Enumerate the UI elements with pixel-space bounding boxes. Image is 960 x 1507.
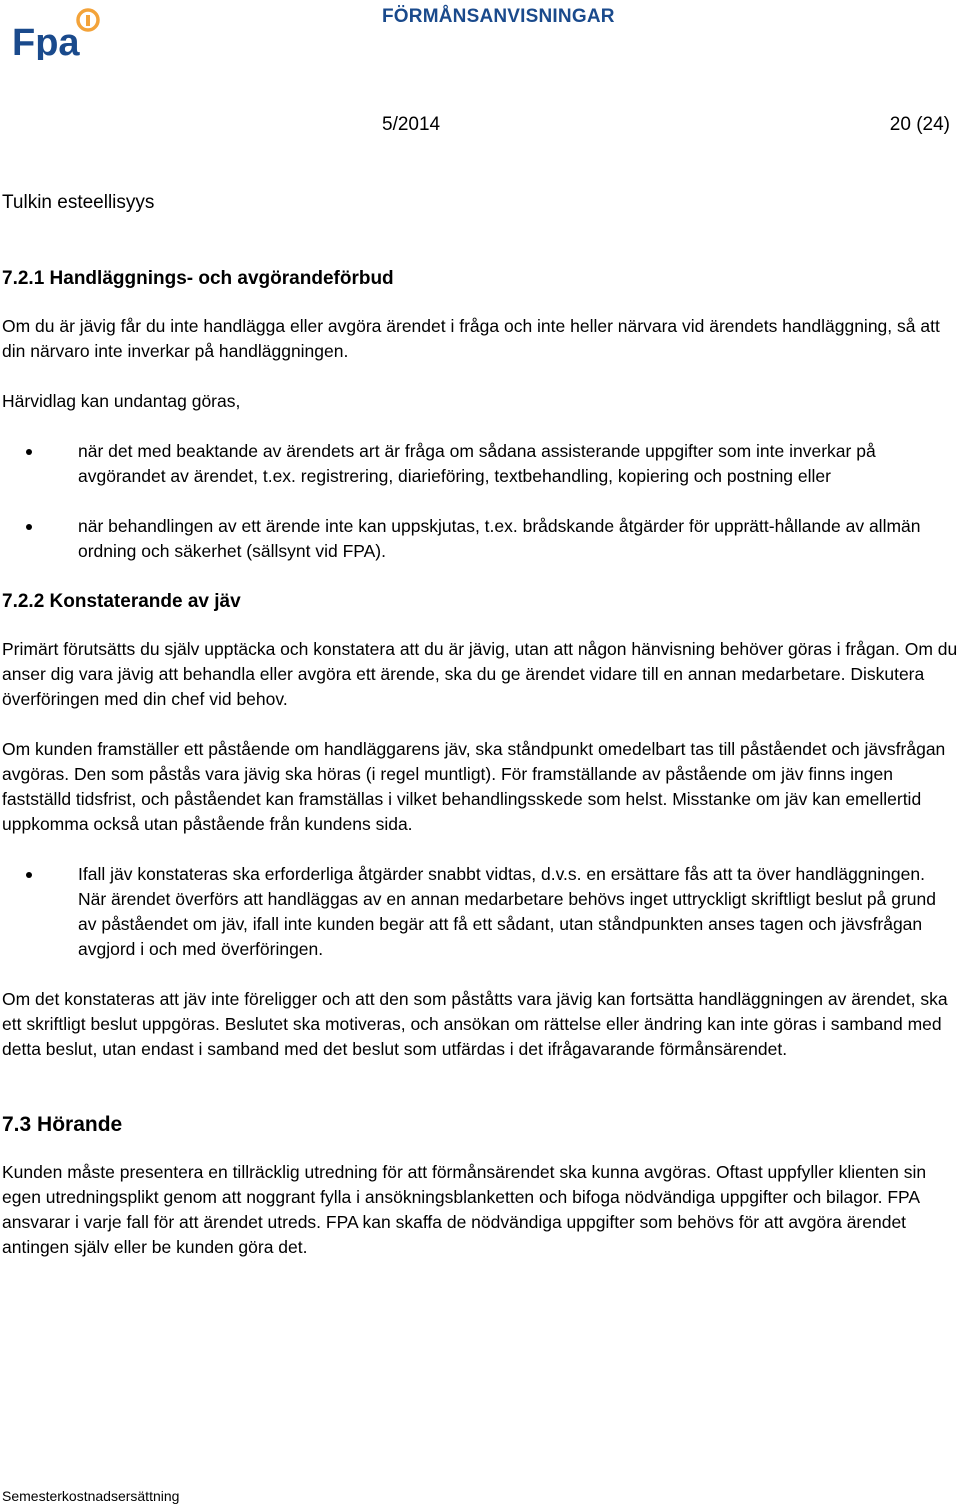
list-item <box>2 439 958 489</box>
bullet-list <box>2 862 958 962</box>
list-item-text: när behandlingen av ett ärende inte kan uppskjutas, t.ex. brådskande åtgärder för upprätt-hållande av allmän ordning och säkerhet (sällsynt vid FPA). <box>78 516 921 561</box>
bullet-icon <box>26 524 32 530</box>
section-heading-7-2-1: 7.2.1 Handläggnings- och avgörandeförbud <box>2 268 394 289</box>
paragraph: Primärt förutsätts du själv upptäcka och konstatera att du är jävig, utan att någon hänvisning behöver göras i frågan. Om du anser dig vara jävig att behandla eller avgöra ett ärende, ska du ge ärendet vidare till en annan medarbetare. Diskutera överföringen med din chef vid behov. <box>2 639 958 709</box>
list-item-text: Ifall jäv konstateras ska erforderliga åtgärder snabbt vidtas, d.v.s. en ersättare fås att ta över handläggningen. När ärendet överförs att handläggas av en annan medarbetare behövs inget uttryckligt skriftligt beslut på grund av påståendet om jäv, ifall inte kunden begär att få ett sådant, utan ståndpunkten anses tagen och jävsfrågan avgjord i och med överföringen. <box>78 864 937 959</box>
paragraph: Om kunden framställer ett påstående om handläggarens jäv, ska ståndpunkt omedelbart tas till påståendet och jävsfrågan avgöras. Den som påstås vara jävig ska höras (i regel muntligt). För framställande av påstående om jäv finns ingen fastställd tidsfrist, och påståendet kan framställas i vilket behandlingsskede som helst. Misstanke om jäv kan emellertid uppkomma också utan påstående från kundens sida. <box>2 739 946 834</box>
paragraph: Kunden måste presentera en tillräcklig utredning för att förmånsärendet ska kunna avgöras. Oftast uppfyller klienten sin egen utredningsplikt genom att noggrant fylla i ansökningsblanketten och bifoga nödvändiga uppgifter och bilagor. FPA ansvarar i varje fall för att ärendet utreds. FPA kan skaffa de nödvändiga uppgifter som behövs för att avgöra ärendet antingen själv eller be kunden göra det. <box>2 1162 927 1257</box>
page-number: 20 (24) <box>889 114 950 135</box>
section-heading-7-3: 7.3 Hörande <box>2 1113 123 1136</box>
fpa-logo <box>12 6 102 60</box>
document-date: 5/2014 <box>382 114 441 135</box>
paragraph: Om det konstateras att jäv inte föreligger och att den som påståtts vara jävig kan fortsätta handläggningen av ärendet, ska ett skriftligt beslut uppgöras. Beslutet ska motiveras, och ansökan om rättelse eller ändring kan inte göras i samband med detta beslut, utan endast i samband med det beslut som utfärdas i det ifrågavarande förmånsärendet. <box>2 989 948 1059</box>
paragraph: Om du är jävig får du inte handlägga eller avgöra ärendet i fråga och inte heller närvara vid ärendets handläggning, så att din närvaro inte inverkar på handläggningen. <box>2 316 940 361</box>
list-item-text: när det med beaktande av ärendets art är fråga om sådana assisterande uppgifter som inte inverkar på avgörandet av ärendet, t.ex. registrering, diarieföring, textbehandling, kopiering och postning eller <box>78 441 876 486</box>
footer-label: Semesterkostnadsersättning <box>2 1488 180 1504</box>
paragraph: Härvidlag kan undantag göras, <box>2 391 241 411</box>
list-item <box>2 862 958 962</box>
document-status-label: Tulkin esteellisyys <box>2 192 155 213</box>
bullet-list <box>2 439 958 564</box>
document-category-title: FÖRMÅNSANVISNINGAR <box>382 6 615 27</box>
bullet-icon <box>26 449 32 455</box>
section-heading-7-2-2: 7.2.2 Konstaterande av jäv <box>2 591 241 612</box>
list-item <box>2 514 958 564</box>
bullet-icon <box>26 872 32 878</box>
svg-text:Fpa: Fpa <box>12 22 80 60</box>
document-body <box>2 266 958 1285</box>
